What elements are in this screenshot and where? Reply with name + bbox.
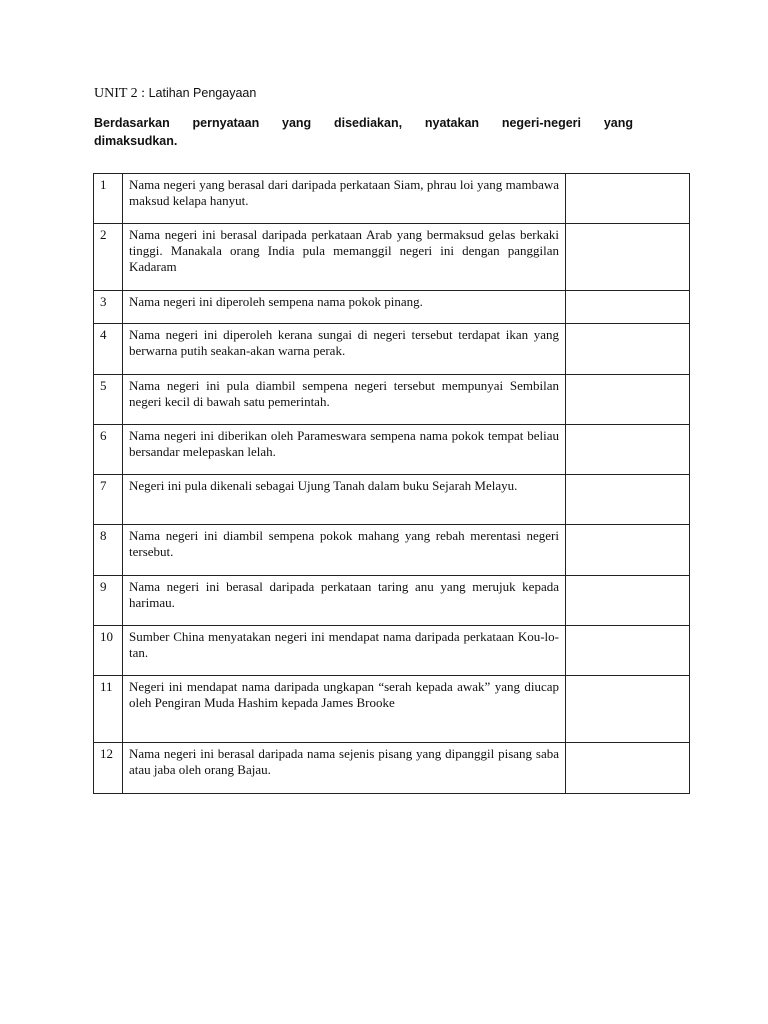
question-text: Nama negeri ini berasal daripada nama sejenis pisang yang dipanggil pisang saba atau jaba oleh orang Bajau. (123, 743, 566, 794)
question-row (94, 174, 690, 224)
question-text: Nama negeri ini berasal daripada perkataan Arab yang bermaksud gelas berkaki tinggi. Manakala orang India pula memanggil negeri ini dengan panggilan Kadaram (123, 224, 566, 291)
question-number: 5 (94, 375, 123, 425)
answer-cell[interactable] (566, 525, 690, 576)
question-number: 11 (94, 676, 123, 743)
question-number: 1 (94, 174, 123, 224)
answer-cell[interactable] (566, 676, 690, 743)
question-number: 9 (94, 576, 123, 626)
answer-cell[interactable] (566, 626, 690, 676)
question-text: Nama negeri ini berasal daripada perkataan taring anu yang merujuk kepada harimau. (123, 576, 566, 626)
question-number: 7 (94, 475, 123, 525)
question-row (94, 224, 690, 291)
answer-cell[interactable] (566, 324, 690, 375)
question-row (94, 375, 690, 425)
question-row (94, 743, 690, 794)
question-row (94, 425, 690, 475)
answer-cell[interactable] (566, 291, 690, 324)
answer-cell[interactable] (566, 375, 690, 425)
question-row (94, 676, 690, 743)
answer-cell[interactable] (566, 425, 690, 475)
question-text: Nama negeri ini diperoleh kerana sungai di negeri tersebut terdapat ikan yang berwarna putih seakan-akan warna perak. (123, 324, 566, 375)
question-text: Negeri ini mendapat nama daripada ungkapan “serah kepada awak” yang diucap oleh Pengiran Muda Hashim kepada James Brooke (123, 676, 566, 743)
question-text: Negeri ini pula dikenali sebagai Ujung Tanah dalam buku Sejarah Melayu. (123, 475, 566, 525)
question-row (94, 324, 690, 375)
answer-cell[interactable] (566, 174, 690, 224)
answer-cell[interactable] (566, 475, 690, 525)
instruction-line-1: Berdasarkan pernyataan yang disediakan, nyatakan negeri-negeri yang (94, 116, 633, 130)
questions-table (93, 173, 690, 794)
question-text: Nama negeri ini pula diambil sempena negeri tersebut mempunyai Sembilan negeri kecil di bawah satu pemerintah. (123, 375, 566, 425)
page-title (94, 86, 256, 102)
question-text: Nama negeri yang berasal dari daripada perkataan Siam, phrau loi yang mambawa maksud kelapa hanyut. (123, 174, 566, 224)
page-title-unit: UNIT 2 : (94, 86, 149, 101)
question-text: Nama negeri ini diberikan oleh Parameswara sempena nama pokok tempat beliau bersandar melepaskan lelah. (123, 425, 566, 475)
answer-cell[interactable] (566, 743, 690, 794)
question-row (94, 525, 690, 576)
question-row (94, 576, 690, 626)
question-number: 10 (94, 626, 123, 676)
answer-cell[interactable] (566, 224, 690, 291)
question-number: 2 (94, 224, 123, 291)
question-number: 3 (94, 291, 123, 324)
question-row (94, 475, 690, 525)
question-row (94, 626, 690, 676)
question-number: 4 (94, 324, 123, 375)
page-title-exercise: Latihan Pengayaan (148, 86, 257, 100)
answer-cell[interactable] (566, 576, 690, 626)
question-number: 6 (94, 425, 123, 475)
question-text: Sumber China menyatakan negeri ini mendapat nama daripada perkataan Kou-lo-tan. (123, 626, 566, 676)
question-row (94, 291, 690, 324)
question-text: Nama negeri ini diambil sempena pokok mahang yang rebah merentasi negeri tersebut. (123, 525, 566, 576)
question-text: Nama negeri ini diperoleh sempena nama pokok pinang. (123, 291, 566, 324)
question-number: 12 (94, 743, 123, 794)
instruction-line-2: dimaksudkan. (94, 134, 178, 148)
question-number: 8 (94, 525, 123, 576)
